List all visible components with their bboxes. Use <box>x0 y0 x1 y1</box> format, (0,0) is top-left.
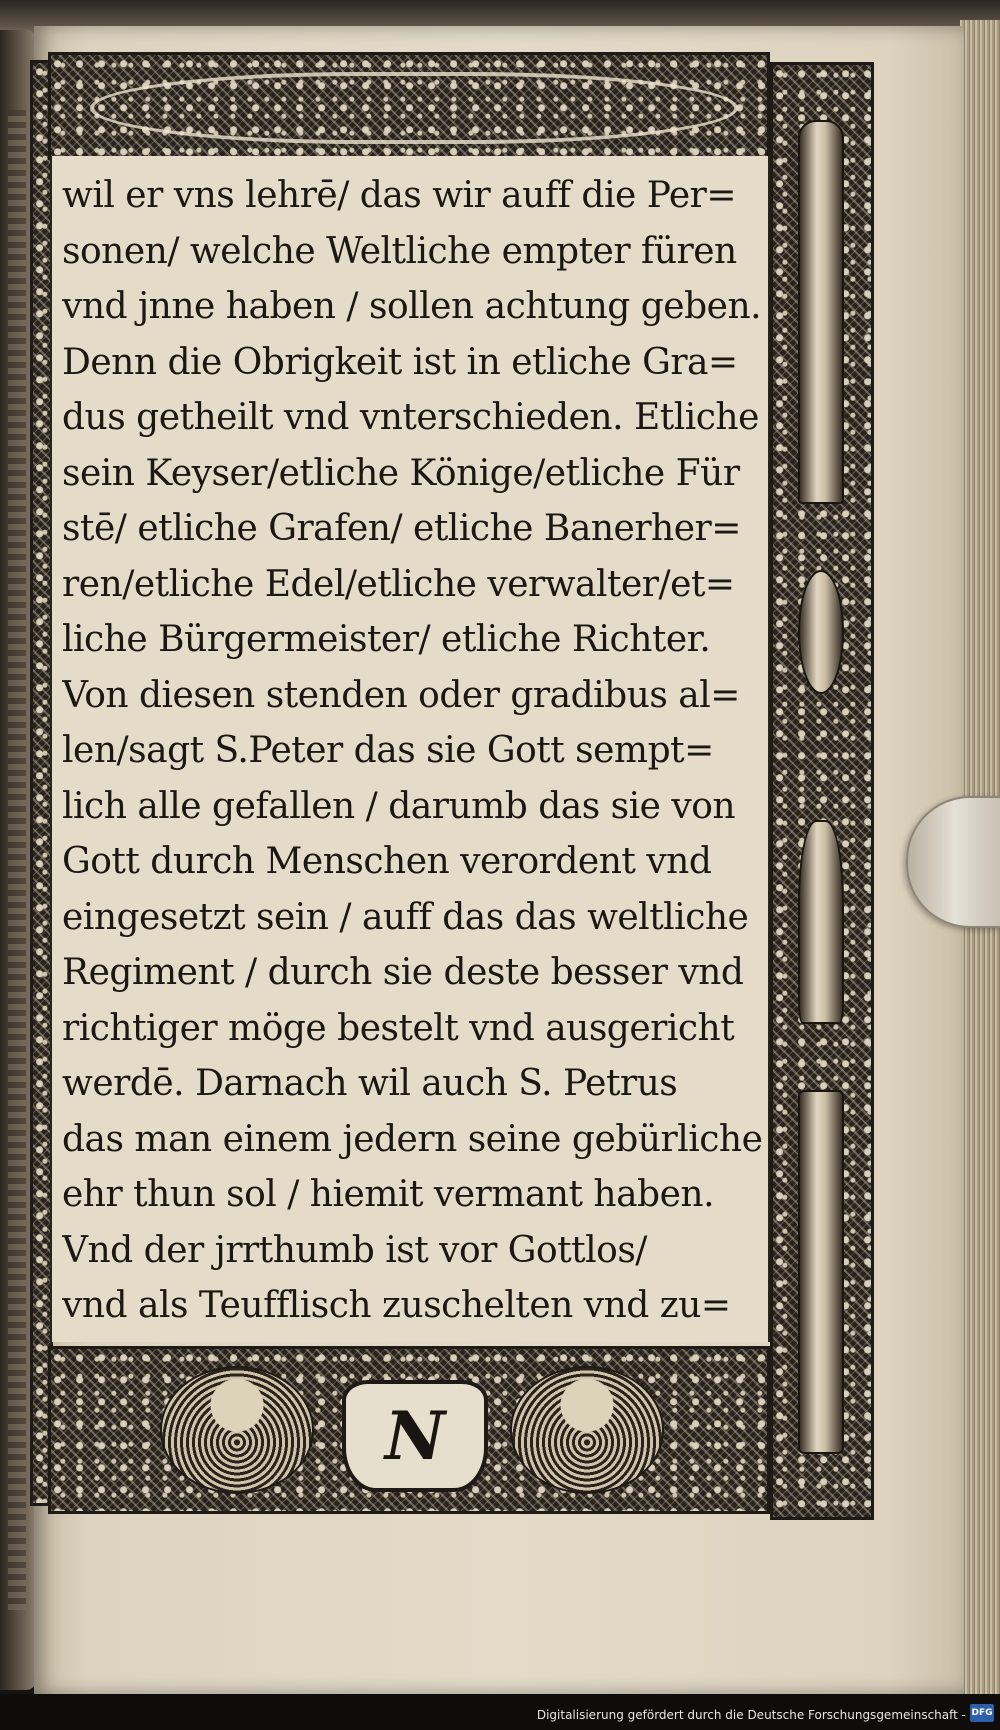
urn-ornament <box>798 820 844 1024</box>
signature-mark: N <box>342 1380 488 1492</box>
text-line: werdē. Darnach wil auch S. Petrus <box>62 1063 678 1104</box>
dfg-logo: DFG <box>970 1704 994 1722</box>
page-text <box>62 168 768 1334</box>
text-line: ehr thun sol / hiemit vermant haben. <box>62 1174 715 1215</box>
digitization-credit: Digitalisierung gefördert durch die Deutsche Forschungsgemeinschaft - <box>536 1708 966 1722</box>
text-line: wil er vns lehrē/ das wir auff die Per= <box>62 175 737 216</box>
pillar-ornament <box>798 1090 844 1454</box>
text-line: Regiment / durch sie deste besser vnd <box>62 952 744 993</box>
text-line: Denn die Obrigkeit ist in etliche Gra= <box>62 341 738 383</box>
text-line: dus getheilt vnd vnterschieden. Etliche <box>62 397 759 438</box>
text-line: liche Bürgermeister/ etliche Richter. <box>62 619 711 660</box>
text-line: vnd als Teufflisch zuschelten vnd zu= <box>62 1285 731 1326</box>
text-line: lich alle gefallen / darumb das sie von <box>62 785 736 827</box>
text-line: sein Keyser/etliche Könige/etliche Für <box>62 452 740 494</box>
text-line: ren/etliche Edel/etliche verwalter/et= <box>62 563 735 605</box>
vase-ornament <box>798 570 844 694</box>
woodcut-border-top <box>48 52 770 160</box>
text-line: eingesetzt sein / auff das das weltliche <box>62 896 749 938</box>
text-line: Von diesen stenden oder gradibus al= <box>62 674 740 716</box>
text-line: das man einem jedern seine gebürliche <box>62 1118 763 1160</box>
cherub-ornament-right <box>510 1366 664 1494</box>
text-line: len/sagt S.Peter das sie Gott sempt= <box>62 730 714 771</box>
column-ornament <box>798 120 844 504</box>
text-line: Vnd der jrrthumb ist vor Gottlos/ <box>62 1229 647 1271</box>
cherub-ornament-left <box>160 1366 314 1494</box>
text-line: vnd jnne haben / sollen achtung geben. <box>62 286 762 327</box>
text-line: sonen/ welche Weltliche empter füren <box>62 230 737 272</box>
text-line: stē/ etliche Grafen/ etliche Banerher= <box>62 508 741 549</box>
text-line: richtiger möge bestelt vnd ausgericht <box>62 1007 735 1049</box>
text-line: Gott durch Menschen verordent vnd <box>62 841 712 882</box>
facing-page-print-strip <box>8 110 26 1610</box>
